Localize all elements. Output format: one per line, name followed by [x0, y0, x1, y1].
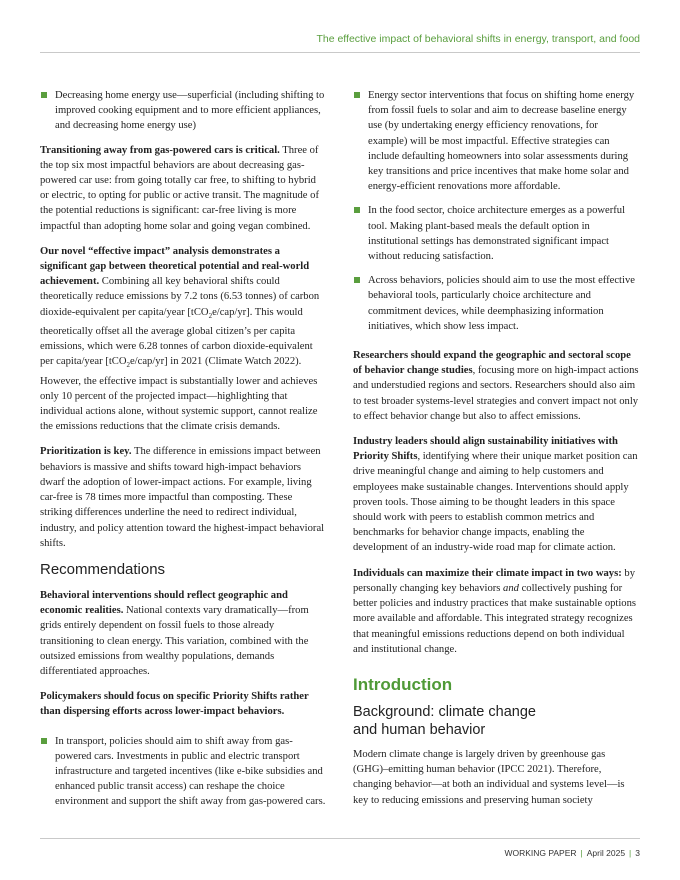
bullet-square-icon	[354, 207, 360, 213]
paragraph-lead: Researchers should expand the geographic and sectoral scope of behavior change studies	[353, 350, 631, 377]
paragraph-body: e/cap/yr] in 2021 (Climate Watch 2022). However, the effective impact is substantially lower and achieves only 10 percent of the projected impact—highlighting that individual actions alone, without systemic support, cannot realize the emissions reductions that the climate crisis demands.	[40, 356, 318, 433]
paragraph-effective-impact	[40, 244, 326, 435]
header-divider	[40, 52, 640, 53]
paragraph-lead: Prioritization is key.	[40, 446, 132, 458]
paragraph-prioritization	[40, 444, 326, 550]
bullet-square-icon	[41, 92, 47, 98]
paragraph-body: , identifying where their unique market position can drive meaningful change and aiming to help customers and employees make sustainable changes. Interventions should apply proven tools. Those aiming to be thought leaders in this space should work with peers to establish common metrics and benchmarks for behavior change impacts, enabling the development of an industry-wide road map for climate action.	[353, 451, 638, 554]
bullet-food-sector	[353, 203, 639, 264]
bullet-home-energy	[40, 88, 326, 134]
page-footer	[504, 848, 640, 858]
right-column	[353, 88, 639, 818]
bullet-square-icon	[41, 738, 47, 744]
heading-recommendations: Recommendations	[40, 560, 166, 578]
subscript: 2	[126, 361, 130, 370]
paragraph-cars	[40, 143, 326, 234]
footer-series: WORKING PAPER	[504, 848, 577, 858]
heading-background	[353, 703, 639, 739]
paragraph-lead: Individuals can maximize their climate impact in two ways:	[353, 567, 622, 579]
footer-divider	[40, 838, 640, 839]
paragraph-body: collectively pushing for better policies and industry practices that make sustainable options more available and affordable. This integrated strategy recognizes that meaningful emissions reductions depend on both individual and institutional change.	[353, 582, 637, 655]
subscript: 2	[208, 311, 213, 320]
bullet-transport	[40, 734, 326, 810]
bullet-text: Across behaviors, policies should aim to use the most effective behavioral tools, particularly choice architecture and commitment devices, while deemphasizing information initiatives, which show less impact.	[368, 275, 635, 332]
paragraph-researchers	[353, 348, 639, 424]
paragraph-body: National contexts vary dramatically—from grids entirely dependent on fossil fuels to those already transitioning to clean energy. This variation, combined with the outsized emissions from wealthy populations, demands differentiated approaches.	[40, 605, 309, 677]
bullet-text: Decreasing home energy use—superficial (including shifting to improved cooking equipment and to more efficient appliances, and decreasing home energy use)	[55, 90, 325, 132]
bullet-energy-sector	[353, 88, 639, 194]
bullet-text: Energy sector interventions that focus on shifting home energy from fossil fuels to solar and aim to decrease baseline energy use (by undertaking energy efficiency renovations, for example) will be most impactful. Effective strategies can include defaulting homeowners into solar assessments during key transitions and price incentives that make home solar and energy-efficient renovations more affordable.	[368, 90, 635, 193]
bullet-across-behaviors	[353, 273, 639, 334]
paragraph-lead: Industry leaders should align sustainability initiatives with Priority Shifts	[353, 436, 618, 463]
paragraph-body: e/cap/yr]. This would theoretically offset all the average global citizen’s per capita emissions, which were 6.28 tonnes of carbon dioxide-equivalent per capita/year [tCO	[40, 306, 313, 368]
bullet-text: In the food sector, choice architecture emerges as a powerful tool. Making plant-based meals the default option in institutional settings has demonstrated significant impact without reducing satisfaction.	[368, 205, 626, 263]
emphasis: and	[503, 582, 519, 594]
bullet-text: In transport, policies should aim to shift away from gas-powered cars. Investments in public and electric transport infrastructure and targeted incentives (like e-bike subsidies and enhanced public transit access) can reshape the choice environment and support the shift away from gas-powered cars.	[55, 735, 326, 808]
bullet-square-icon	[354, 92, 360, 98]
paragraph-lead: Our novel “effective impact” analysis demonstrates a significant gap between theoretical potential and real-world achievement.	[40, 245, 310, 288]
paragraph-background: Modern climate change is largely driven by greenhouse gas (GHG)–emitting human behavior (IPCC 2021). Therefore, changing behavior—at both an individual and systems level—is key to reducing emissions and preserving human society	[353, 748, 625, 806]
paragraph-individuals	[353, 566, 639, 657]
paragraph-lead: Policymakers should focus on specific Priority Shifts rather than dispersing efforts across lower-impact behaviors.	[40, 691, 309, 718]
bullet-square-icon	[354, 277, 360, 283]
paragraph-industry	[353, 434, 639, 556]
footer-separator: |	[580, 848, 583, 858]
paragraph-policymakers	[40, 689, 326, 719]
paragraph-lead: Transitioning away from gas-powered cars is critical.	[40, 144, 280, 156]
left-column	[40, 88, 326, 819]
paragraph-body: Three of the top six most impactful behaviors are about decreasing gas-powered car use: from going totally car free, to shifting to hybrid or electric, to opting for public or active transit. The magnitude of the potential reductions is significant: car-free living is more impactful than adopting home solar and going vegan combined.	[40, 144, 319, 232]
paragraph-lead: Behavioral interventions should reflect geographic and economic realities.	[40, 589, 288, 617]
paragraph-body: , focusing more on high-impact actions and understudied regions and sectors. Researchers should also aim to test broader systems-level strategies and convert impact not only to effect behavior change but also to affect emissions.	[353, 365, 639, 422]
footer-separator: |	[629, 848, 632, 858]
page-number: 3	[635, 848, 640, 858]
heading-line: and human behavior	[353, 721, 486, 738]
paragraph-body: The difference in emissions impact between behaviors is massive and shifts toward high-impact behaviors dwarf the adoption of lower-impact actions. For example, living car-free is 78 times more impactful than composting. These striking differences underline the need to redirect individual, industry, and policy attention toward the highest-impact behavioral shifts.	[40, 446, 325, 549]
footer-date: April 2025	[586, 848, 626, 858]
heading-line: Background: climate change	[353, 703, 536, 720]
paragraph-geographic	[40, 588, 326, 679]
heading-introduction: Introduction	[353, 674, 453, 694]
paragraph-body: by personally changing key behaviors	[353, 567, 636, 594]
running-header: The effective impact of behavioral shifts in energy, transport, and food	[316, 33, 640, 45]
paragraph-body: Combining all key behavioral shifts could theoretically reduce emissions by 7.2 tons (6.53 tonnes) of carbon dioxide-equivalent per capita/year [tCO	[40, 276, 320, 318]
